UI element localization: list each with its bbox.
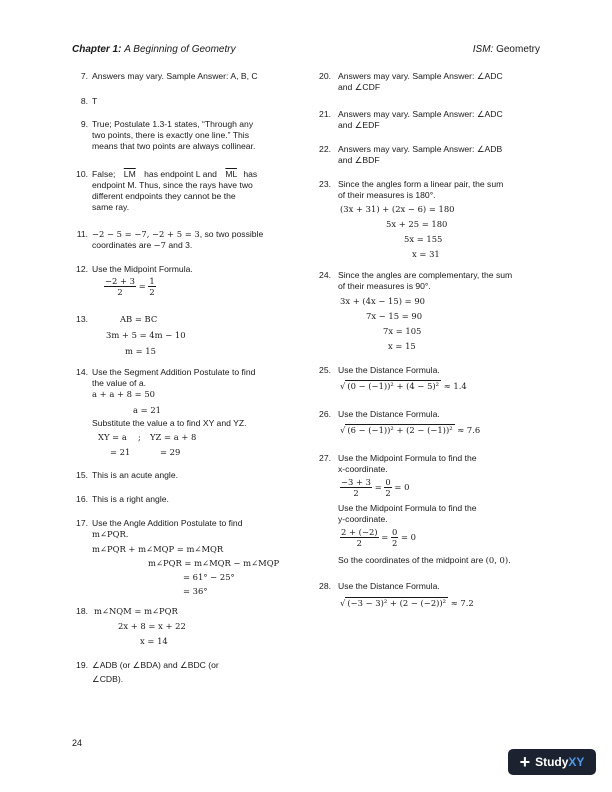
midpoint-fraction-12 [104, 276, 156, 297]
angle-pqr: m∠PQR. [92, 529, 129, 539]
answer-14-line: the value of a. [92, 378, 146, 388]
item-number-8: 8. [80, 96, 88, 106]
answer-10-line: different endpoints they cannot be the [92, 191, 236, 201]
item-number-20: 20. [319, 71, 331, 81]
equation-line: 3x + (4x − 15) = 90 [340, 296, 425, 306]
item-number-15: 15. [76, 470, 88, 480]
answer-10-line [92, 169, 257, 180]
equation-line: a = 21 [133, 405, 161, 415]
answer-12: Use the Midpoint Formula. [92, 264, 193, 274]
chapter-label: Chapter 1: [72, 44, 122, 55]
answer-11-text: , so two possible [199, 229, 264, 239]
equation-line: m∠NQM = m∠PQR [94, 606, 178, 616]
answer-10-line: same ray. [92, 202, 130, 212]
answer-8: T [92, 96, 98, 106]
ray-lm: $\overline{LM}$ [123, 169, 136, 179]
item-number-14: 14. [76, 367, 88, 377]
item-number-27: 27. [319, 453, 331, 463]
ism-prefix: ISM: [472, 44, 494, 55]
answer-10-has: has [243, 169, 258, 179]
midpoint-coordinates: (0, 0). [485, 555, 511, 565]
numerator: 0 [391, 527, 398, 537]
answer-9-line: two points, there is exactly one line.” This [92, 130, 249, 140]
ism-title: Geometry [496, 44, 540, 55]
item-number-18: 18. [76, 606, 88, 616]
denominator: 2 [353, 488, 359, 498]
answer-20-line: Answers may vary. Sample Answer: ∠ADC [338, 71, 503, 81]
equation-line: 3m + 5 = 4m − 10 [106, 330, 186, 340]
item-number-26: 26. [319, 409, 331, 419]
brand-prefix: Study [535, 755, 569, 769]
equation-line: x = 31 [412, 249, 440, 259]
answer-10-line: endpoint M. Thus, since the rays have two [92, 180, 253, 190]
fraction [104, 276, 136, 297]
item-number-10: 10. [76, 169, 88, 179]
result: = 0 [394, 482, 410, 492]
distance-formula-28 [340, 597, 474, 608]
item-number-7: 7. [80, 71, 88, 81]
fraction [340, 527, 379, 548]
item-number-21: 21. [319, 109, 331, 119]
answer-11-line [92, 240, 192, 251]
answer-21-line: Answers may vary. Sample Answer: ∠ADC [338, 109, 503, 119]
denominator: 2 [391, 538, 398, 548]
equation-yz: YZ = a + 8 [150, 432, 197, 442]
equation-line: 7x = 105 [383, 326, 422, 336]
page-number: 24 [72, 738, 83, 748]
distance-formula-25 [340, 380, 467, 391]
equation-line: (3x + 31) + (2x − 6) = 180 [340, 204, 455, 214]
approx-result: ≈ 1.4 [443, 381, 467, 391]
answer-11-text: and 3. [168, 240, 193, 250]
answer-27-line [338, 555, 511, 566]
answer-9-line: means that two points are always collinear. [92, 141, 256, 151]
midpoint-fraction-y [340, 527, 416, 548]
denominator: 2 [117, 287, 123, 297]
item-number-19: 19. [76, 660, 88, 670]
answer-10-false: False; [92, 169, 116, 179]
numerator: −2 + 3 [105, 276, 136, 286]
equation-line: m∠PQR = m∠MQR − m∠MQP [148, 558, 280, 568]
equation-line: AB = BC [120, 314, 158, 324]
numerator: −3 + 3 [341, 477, 372, 487]
equation-result: = 21 [110, 447, 131, 457]
equals: = [374, 482, 382, 492]
approx-result: ≈ 7.6 [457, 425, 481, 435]
numerator: 2 + (−2) [341, 527, 378, 537]
item-number-25: 25. [319, 365, 331, 375]
sqrt-icon: √ [340, 598, 346, 608]
equation-line: 2x + 8 = x + 22 [118, 621, 186, 631]
item-number-23: 23. [319, 179, 331, 189]
equation-11: −2 − 5 = −7, −2 + 5 = 3 [92, 229, 200, 239]
separator: ; [138, 432, 141, 442]
answer-20-line: and ∠CDF [338, 82, 381, 92]
answer-27-line: Use the Midpoint Formula to find the [338, 503, 477, 513]
equation-line: = 61° − 25° [183, 572, 235, 582]
answer-21-line: and ∠EDF [338, 120, 380, 130]
answer-7: Answers may vary. Sample Answer: A, B, C [92, 71, 258, 81]
answer-22-line: and ∠BDF [338, 155, 380, 165]
answer-27-text: So the coordinates of the midpoint are [338, 555, 484, 565]
running-header-left [72, 44, 236, 55]
answer-9-line: True; Postulate 1.3-1 states, “Through any [92, 119, 254, 129]
sqrt-icon: √ [340, 381, 346, 391]
value-neg7: −7 [153, 240, 166, 250]
answer-27-line: y-coordinate. [338, 514, 388, 524]
denominator: 2 [356, 538, 362, 548]
answer-28: Use the Distance Formula. [338, 581, 440, 591]
answer-25: Use the Distance Formula. [338, 365, 440, 375]
answer-17: Use the Angle Addition Postulate to find [92, 518, 243, 528]
sqrt-icon: √ [340, 425, 346, 435]
fraction [340, 477, 372, 498]
fraction [384, 477, 391, 498]
distance-formula-26 [340, 424, 480, 435]
brand-suffix: XY [568, 755, 585, 769]
equation-line: 5x = 155 [404, 234, 443, 244]
equation-xy: XY = a [98, 432, 127, 442]
equation-line: 5x + 25 = 180 [386, 219, 448, 229]
radicand: (0 − (−1))² + (4 − 5)² [347, 381, 440, 391]
fraction [391, 527, 398, 548]
denominator: 2 [385, 488, 391, 498]
equation-result: = 29 [160, 447, 181, 457]
running-header-right [473, 44, 540, 55]
answer-19-line: ∠CDB). [92, 674, 124, 684]
equation-line: a + a + 8 = 50 [92, 389, 155, 399]
equation-line: = 36° [183, 586, 208, 596]
equals: = [381, 532, 389, 542]
item-number-11: 11. [76, 229, 88, 239]
equation-line: x = 15 [388, 341, 416, 351]
radicand: (−3 − 3)² + (2 − (−2))² [347, 598, 447, 608]
item-number-13: 13. [76, 314, 88, 324]
result: = 0 [400, 532, 416, 542]
item-number-12: 12. [76, 264, 88, 274]
equals: = [138, 281, 146, 291]
numerator: 1 [149, 276, 155, 286]
answer-19-line: ∠ADB (or ∠BDA) and ∠BDC (or [92, 660, 219, 670]
item-number-9: 9. [80, 119, 88, 129]
item-number-17: 17. [76, 518, 88, 528]
item-number-28: 28. [319, 581, 331, 591]
plus-icon: + [519, 752, 531, 772]
brand-name [535, 755, 584, 769]
studyxy-badge[interactable] [508, 749, 596, 775]
equation-line: 7x − 15 = 90 [366, 311, 423, 321]
approx-result: ≈ 7.2 [450, 598, 474, 608]
answer-23-line: of their measures is 180°. [338, 190, 436, 200]
equation-line: m = 15 [125, 346, 156, 356]
fraction [148, 276, 155, 297]
answer-11-line [92, 229, 263, 240]
answer-24-line: Since the angles are complementary, the sum [338, 270, 513, 280]
answer-11-text: coordinates are [92, 240, 152, 250]
answer-10-text: has endpoint L and [144, 169, 217, 179]
answer-22-line: Answers may vary. Sample Answer: ∠ADB [338, 144, 503, 154]
answer-14-line: Use the Segment Addition Postulate to find [92, 367, 256, 377]
answer-14-line: Substitute the value a to find XY and YZ. [92, 418, 247, 428]
item-number-22: 22. [319, 144, 331, 154]
equation-line: x = 14 [140, 636, 168, 646]
answer-27-line: Use the Midpoint Formula to find the [338, 453, 477, 463]
answer-24-line: of their measures is 90°. [338, 281, 431, 291]
midpoint-fraction-x [340, 477, 409, 498]
numerator: 0 [385, 477, 391, 487]
item-number-24: 24. [319, 270, 331, 280]
answer-26: Use the Distance Formula. [338, 409, 440, 419]
radicand: (6 − (−1))² + (2 − (−1))² [347, 425, 453, 435]
answer-16: This is a right angle. [92, 494, 169, 504]
ray-ml: $\overline{ML}$ [225, 169, 237, 179]
chapter-title: A Beginning of Geometry [124, 44, 236, 55]
answer-27-line: x-coordinate. [338, 464, 388, 474]
answer-23-line: Since the angles form a linear pair, the sum [338, 179, 504, 189]
answer-15: This is an acute angle. [92, 470, 178, 480]
item-number-16: 16. [76, 494, 88, 504]
denominator: 2 [149, 287, 155, 297]
equation-line: m∠PQR + m∠MQP = m∠MQR [92, 544, 224, 554]
